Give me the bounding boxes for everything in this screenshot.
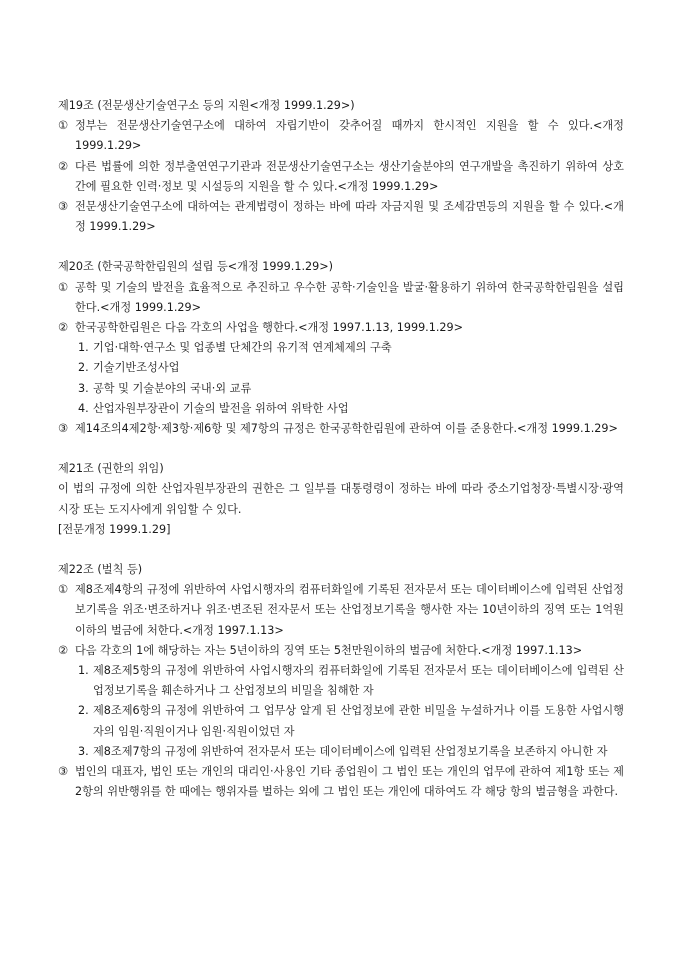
paragraph-text: 제14조의4제2항·제3항·제6항 및 제7항의 규정은 한국공학한림원에 관하여 이를 준용한다.<개정 1999.1.29> [75,422,618,436]
paragraph [58,641,624,661]
item-text: 공학 및 기술분야의 국내·외 교류 [93,381,252,395]
revision-note: [전문개정 1999.1.29] [58,522,171,536]
list-item [78,661,624,701]
item-number: 3. [78,381,89,395]
item-list [58,338,624,419]
item-text: 제8조제6항의 규정에 위반하여 그 업무상 알게 된 산업정보에 관한 비밀을 누설하거나 이를 도용한 사업시행자의 임원·직원이거나 임원·직원이었던 자 [93,704,624,738]
item-number: 2. [78,704,89,718]
list-item [78,701,624,741]
paragraph-text: 전문생산기술연구소에 대하여는 관계법령이 정하는 바에 따라 자금지원 및 조세감면등의 지원을 할 수 있다.<개정 1999.1.29> [75,200,624,234]
paragraph-number: ② [58,643,69,657]
paragraph [58,116,624,156]
article-title: 제19조 (전문생산기술연구소 등의 지원<개정 1999.1.29>) [58,99,355,112]
item-number: 3. [78,744,89,758]
paragraph-number: ② [58,321,69,335]
item-number: 4. [78,401,89,415]
item-text: 제8조제5항의 규정에 위반하여 사업시행자의 컴퓨터화일에 기록된 전자문서 또는 데이터베이스에 입력된 산업정보기록을 훼손하거나 그 산업정보의 비밀을 침해한 자 [93,664,624,698]
article-title: 제21조 (권한의 위임) [58,462,164,476]
paragraph-text: 제8조제4항의 규정에 위반하여 사업시행자의 컴퓨터화일에 기록된 전자문서 또는 데이터베이스에 입력된 산업정보기록을 위조·변조하거나 위조·변조된 전자문서 또는 산업정보기록을 행사한 자는 10년이하의 징역 또는 1억원이하의 벌금에 처한다.<개정 1997.1.13> [75,583,624,637]
item-number: 1. [78,341,89,355]
paragraph [58,278,624,318]
paragraph-text: 한국공학한림원은 다음 각호의 사업을 행한다.<개정 1997.1.13, 1999.1.29> [75,321,464,335]
list-item [78,399,624,419]
paragraph [58,419,624,439]
item-text: 제8조제7항의 규정에 위반하여 전자문서 또는 데이터베이스에 입력된 산업정보기록을 보존하지 아니한 자 [93,744,608,758]
article-21 [58,459,624,540]
paragraph [58,580,624,641]
paragraph [58,318,624,338]
item-number: 1. [78,664,89,678]
list-item [78,338,624,358]
paragraph-number: ③ [58,200,69,214]
paragraph [58,762,624,802]
item-text: 기술기반조성사업 [93,361,180,375]
paragraph-text: 다음 각호의 1에 해당하는 자는 5년이하의 징역 또는 5천만원이하의 벌금에 처한다.<개정 1997.1.13> [75,643,583,657]
document-body [58,96,624,823]
paragraph-text: 공학 및 기술의 발전을 효율적으로 추진하고 우수한 공학·기술인을 발굴·활용하기 위하여 한국공학한림원을 설립한다.<개정 1999.1.29> [75,280,624,314]
paragraph-number: ① [58,583,69,597]
paragraph-number: ③ [58,422,69,436]
paragraph-text: 정부는 전문생산기술연구소에 대하여 자립기반이 갖추어질 때까지 한시적인 지원을 할 수 있다.<개정 1999.1.29> [75,119,624,153]
paragraph-number: ① [58,119,69,133]
paragraph-text: 다른 법률에 의한 정부출연연구기관과 전문생산기술연구소는 생산기술분야의 연구개발을 촉진하기 위하여 상호간에 필요한 인력·정보 및 시설등의 지원을 할 수 있다.<개정 1999.1.29> [75,159,624,193]
item-list [58,661,624,762]
list-item [78,742,624,762]
paragraph-text: 법인의 대표자, 법인 또는 개인의 대리인·사용인 기타 종업원이 그 법인 또는 개인의 업무에 관하여 제1항 또는 제2항의 위반행위를 한 때에는 행위자를 벌하는 외에 그 법인 또는 개인에 대하여도 각 해당 항의 벌금형을 과한다. [75,765,624,799]
article-body: 이 법의 규정에 의한 산업자원부장관의 권한은 그 일부를 대통령령이 정하는 바에 따라 중소기업청장·특별시장·광역시장 또는 도지사에게 위임할 수 있다. [58,482,624,516]
list-item [78,379,624,399]
item-text: 산업자원부장관이 기술의 발전을 위하여 위탁한 사업 [93,401,349,415]
item-text: 기업·대학·연구소 및 업종별 단체간의 유기적 연계체제의 구축 [93,341,392,355]
article-22 [58,560,624,802]
paragraph [58,197,624,237]
paragraph [58,157,624,197]
paragraph-number: ① [58,280,69,294]
article-title: 제20조 (한국공학한림원의 설립 등<개정 1999.1.29>) [58,260,333,274]
list-item [78,358,624,378]
article-19 [58,96,624,237]
paragraph-number: ③ [58,765,69,779]
paragraph-number: ② [58,159,69,173]
article-title: 제22조 (벌칙 등) [58,563,143,577]
item-number: 2. [78,361,89,375]
article-20 [58,257,624,439]
